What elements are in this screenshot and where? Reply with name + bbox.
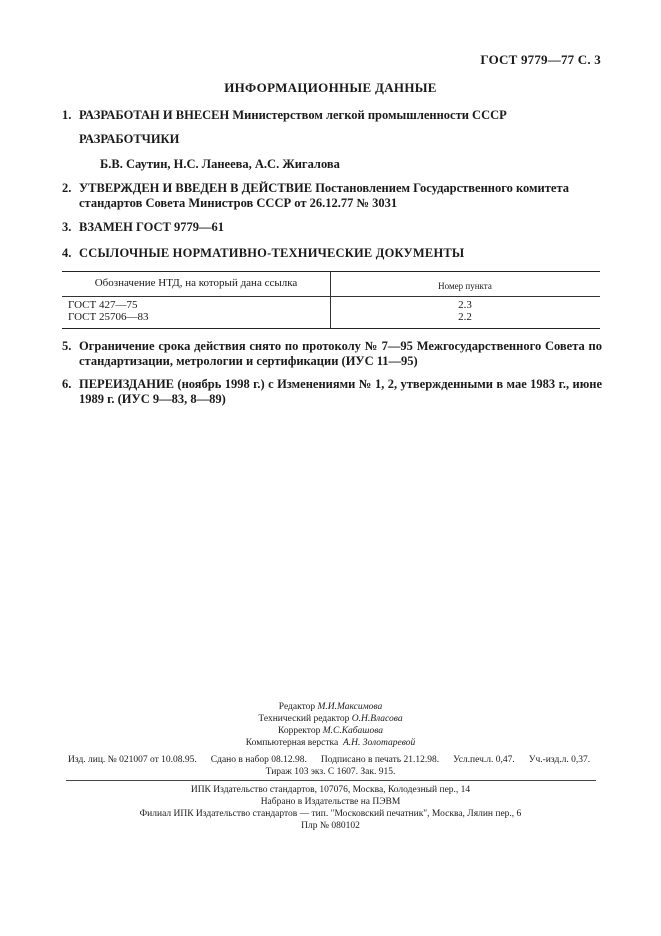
item-lead: УТВЕРЖДЕН И ВВЕДЕН В ДЕЙСТВИЕ: [79, 181, 313, 195]
printer-line: Набрано в Издательстве на ПЭВМ: [260, 797, 401, 807]
table-cell-document: ГОСТ 25706—83: [68, 311, 149, 323]
item-3: [62, 220, 602, 235]
publication-details: [68, 755, 604, 765]
item-number: 4.: [62, 246, 72, 260]
developers-names: Б.В. Саутин, Н.С. Ланеева, А.С. Жигалова: [100, 157, 340, 171]
item-1: [62, 108, 602, 123]
print-run-info: Тираж 103 экз. С 1607. Зак. 915.: [265, 767, 396, 777]
page-header-reference: ГОСТ 9779—77 С. 3: [480, 52, 601, 67]
item-text: Постановлением Государственного комитета стандартов Совета Министров СССР от 26.12.77 № 3031: [79, 181, 569, 210]
printer-line: ИПК Издательство стандартов, 107076, Москва, Колодезный пер., 14: [190, 785, 471, 795]
ntd-reference-table: [62, 271, 600, 329]
table-header-point: Номер пункта: [438, 281, 492, 291]
table-cell-point: 2.2: [458, 311, 472, 323]
printer-info: [0, 784, 661, 832]
table-cell-document: ГОСТ 427—75: [68, 299, 138, 311]
item-text: ПЕРЕИЗДАНИЕ (ноябрь 1998 г.) с Изменениями № 1, 2, утвержденными в мае 1983 г., июне 1989 г. (ИУС 9—83, 8—89): [79, 377, 602, 406]
divider: [66, 780, 596, 781]
uch-info: Уч.-изд.л. 0,37.: [528, 755, 591, 765]
item-number: 6.: [62, 377, 72, 391]
item-5: [62, 339, 602, 369]
signed-info: Подписано в печать 21.12.98.: [320, 755, 440, 765]
table-cell-point: 2.3: [458, 299, 472, 311]
item-6: [62, 377, 602, 407]
credits-block: [0, 701, 661, 749]
license-info: Изд. лиц. № 021007 от 10.08.95.: [68, 755, 197, 765]
item-2: [62, 181, 602, 211]
item-lead: РАЗРАБОТАН И ВНЕСЕН: [79, 108, 230, 122]
table-header-document: Обозначение НТД, на который дана ссылка: [94, 277, 298, 289]
developers-label: РАЗРАБОТЧИКИ: [79, 132, 180, 146]
item-number: 3.: [62, 220, 72, 234]
usl-info: Усл.печ.л. 0,47.: [453, 755, 515, 765]
item-number: 2.: [62, 181, 72, 195]
item-text: ССЫЛОЧНЫЕ НОРМАТИВНО-ТЕХНИЧЕСКИЕ ДОКУМЕНТЫ: [79, 246, 465, 260]
page-title: ИНФОРМАЦИОННЫЕ ДАННЫЕ: [224, 80, 437, 95]
printer-line: Филиал ИПК Издательство стандартов — тип. "Московский печатник", Москва, Лялин пер., 6: [139, 809, 522, 819]
credit-tech-editor: Технический редактор О.Н.Власова: [258, 714, 403, 724]
item-number: 5.: [62, 339, 72, 353]
item-text: Министерством легкой промышленности СССР: [229, 108, 507, 122]
table-header-rule: [62, 296, 600, 297]
item-text: ВЗАМЕН ГОСТ 9779—61: [79, 220, 224, 234]
item-text: Ограничение срока действия снято по протоколу № 7—95 Межгосударственного Совета по стандартизации, метрологии и сертификации (ИУС 11—95): [79, 339, 602, 368]
printer-line: Плр № 080102: [301, 821, 360, 831]
credit-layout: Компьютерная верстка А.Н. Золотаревой: [245, 738, 416, 748]
sent-info: Сдано в набор 08.12.98.: [210, 755, 307, 765]
credit-editor: Редактор М.И.Максимова: [278, 702, 383, 712]
credit-corrector: Корректор М.С.Кабашова: [277, 726, 384, 736]
item-number: 1.: [62, 108, 72, 122]
item-4: [62, 246, 602, 261]
